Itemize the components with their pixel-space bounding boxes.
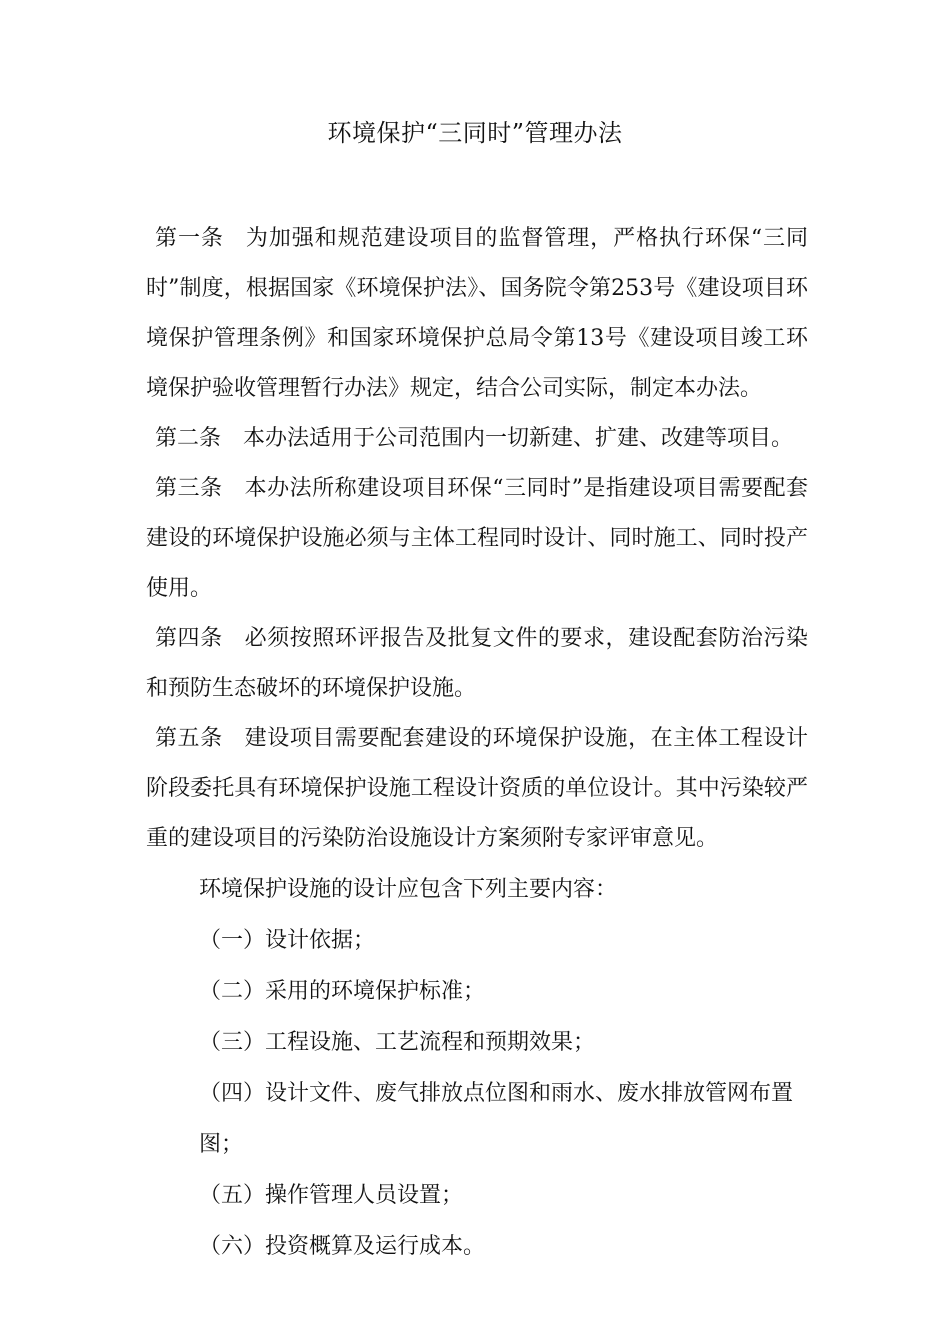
article-1 bbox=[146, 214, 808, 414]
design-item-1: （一）设计依据； bbox=[199, 928, 376, 953]
design-intro: 环境保护设施的设计应包含下列主要内容： bbox=[199, 877, 618, 902]
article-text: 为加强和规范建设项目的监督管理，严格执行环保“三同时”制度，根据国家《环境保护法》、国务院令第253号《建设项目环境保护管理条例》和国家环境保护总局令第13号《建设项目竣工环境保护验收管理暂行办法》规定，结合公司实际，制定本办法。 bbox=[146, 226, 808, 401]
article-2 bbox=[146, 414, 808, 464]
article-label: 第三条 bbox=[155, 476, 223, 501]
article-label: 第四条 bbox=[155, 626, 223, 651]
article-text: 本办法适用于公司范围内一切新建、扩建、改建等项目。 bbox=[243, 426, 794, 451]
document-title: 环境保护“三同时”管理办法 bbox=[327, 119, 623, 147]
design-item-6: （六）投资概算及运行成本。 bbox=[199, 1234, 486, 1259]
article-text: 必须按照环评报告及批复文件的要求，建设配套防治污染和预防生态破坏的环境保护设施。 bbox=[146, 626, 808, 701]
article-text: 本办法所称建设项目环保“三同时”是指建设项目需要配套建设的环境保护设施必须与主体工程同时设计、同时施工、同时投产使用。 bbox=[146, 476, 808, 601]
design-item-3: （三）工程设施、工艺流程和预期效果； bbox=[199, 1030, 596, 1055]
document-body bbox=[146, 214, 808, 1272]
article-5 bbox=[146, 714, 808, 864]
design-item-2: （二）采用的环境保护标准； bbox=[199, 979, 486, 1004]
article-4 bbox=[146, 614, 808, 714]
design-item-4: （四）设计文件、废气排放点位图和雨水、废水排放管网布置图； bbox=[199, 1081, 794, 1157]
design-item-5: （五）操作管理人员设置； bbox=[199, 1183, 464, 1208]
article-label: 第五条 bbox=[155, 726, 223, 751]
article-text: 建设项目需要配套建设的环境保护设施，在主体工程设计阶段委托具有环境保护设施工程设计资质的单位设计。其中污染较严重的建设项目的污染防治设施设计方案须附专家评审意见。 bbox=[146, 726, 808, 851]
article-label: 第二条 bbox=[155, 426, 222, 451]
article-3 bbox=[146, 464, 808, 614]
article-label: 第一条 bbox=[155, 226, 224, 251]
